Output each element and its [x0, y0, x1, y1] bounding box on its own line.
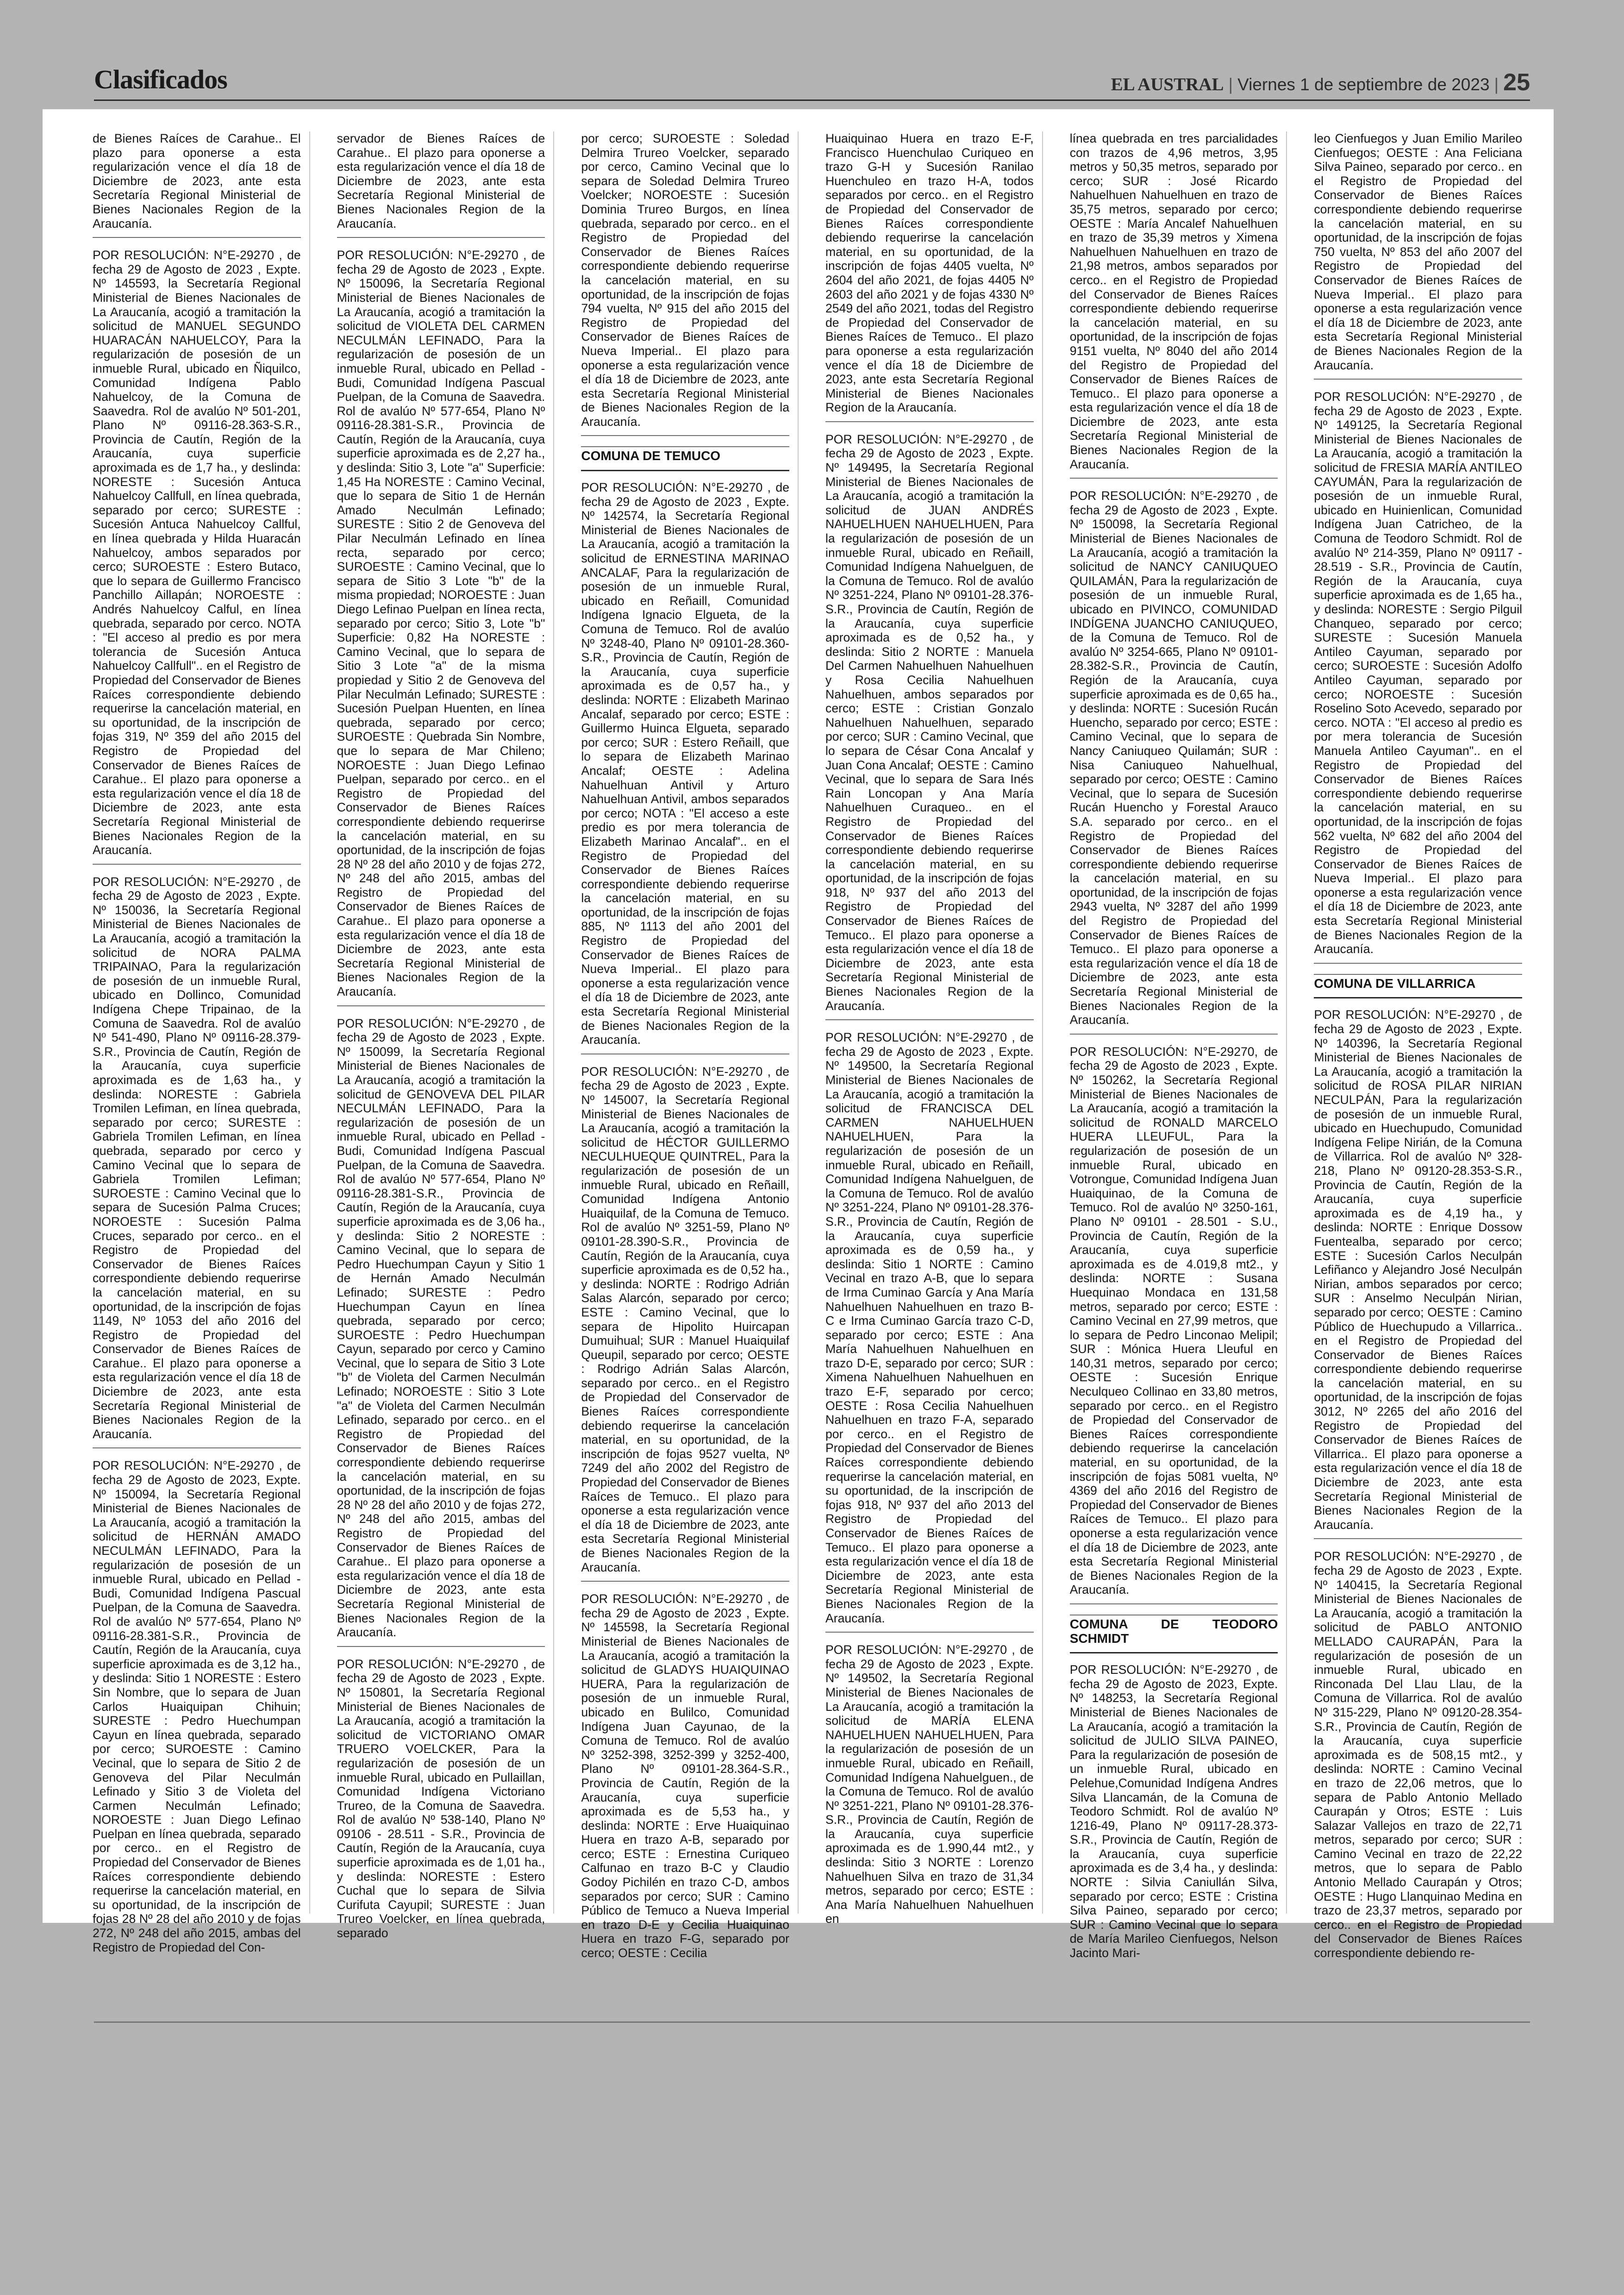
- legal-notice: POR RESOLUCIÓN: N°E-29270 , de fecha 29 de Agosto de 2023 , Expte. Nº 145598, la Secretaría Regional Ministerial de Bienes Nacionales de La Araucanía, acogió a tramitación la solicitud de GLADYS HUAIQUINAO HUERA, Para la regularización de posesión de un inmueble Rural, ubicado en Bulilco, Comunidad Indígena Juan Cayunao, de la Comuna de Temuco. Rol de avalúo Nº 3252-398, 3252-399 y 3252-400, Plano Nº 09101-28.364-S.R., Provincia de Cautín, Región de la Araucanía, cuya superficie aproximada es de 5,53 ha., y deslinda: NORTE : Erve Huaiquinao Huera en trazo A-B, separado por cerco; ESTE : Ernestina Curiqueo Calfunao en trazo B-C y Claudio Godoy Pichilén en trazo C-D, ambos separados por cerco; SUR : Camino Público de Temuco a Nueva Imperial en trazo D-E y Cecilia Huaiquinao Huera en trazo F-G, separado por cerco; OESTE : Cecilia: [581, 1592, 790, 1960]
- issue-date: Viernes 1 de septiembre de 2023: [1237, 75, 1490, 94]
- newspaper-name: EL AUSTRAL: [1111, 75, 1224, 94]
- header-rule: [94, 100, 1530, 101]
- legal-notice: línea quebrada en tres parcialidades con trazos de 4,96 metros, 3,95 metros y 50,35 metros, separado por cerco; SUR : José Ricardo Nahuelhuen Nahuelhuen en trazo de 35,75 metros, separado por cerco; OESTE : María Ancalef Nahuelhuen en trazo de 35,39 metros y Ximena Nahuelhuen Nahuelhuen en trazo de 21,98 metros, ambos separados por cerco.. en el Registro de Propiedad del Conservador de Bienes Raíces correspondiente debiendo requerirse la cancelación material, en su oportunidad, de la inscripción de fojas 9151 vuelta, Nº 8040 del año 2014 del Registro de Propiedad del Conservador de Bienes Raíces de Temuco.. El plazo para oponerse a esta regularización vence el día 18 de Diciembre de 2023, ante esta Secretaría Regional Ministerial de Bienes Nacionales Region de la Araucanía.: [1070, 131, 1278, 479]
- legal-notice: POR RESOLUCIÓN: N°E-29270 , de fecha 29 de Agosto de 2023 , Expte. Nº 149500, la Secretaría Regional Ministerial de Bienes Nacionales de La Araucanía, acogió a tramitación la solicitud de FRANCISCA DEL CARMEN NAHUELHUEN NAHUELHUEN, Para la regularización de posesión de un inmueble Rural, ubicado en Reñaill, Comunidad Indígena Nahuelguen, de la Comuna de Temuco. Rol de avalúo Nº 3251-224, Plano Nº 09101-28.376-S.R., Provincia de Cautín, Región de la Araucanía, cuya superficie aproximada es de 0,59 ha., y deslinda: Sitio 1 NORTE : Camino Vecinal en trazo A-B, que lo separa de Irma Cuminao García y Ana María Nahuelhuen Nahuelhuen en trazo B-C e Irma Cuminao García trazo C-D, separado por cerco; ESTE : Ana María Nahuelhuen Nahuelhuen en trazo D-E, separado por cerco; SUR : Ximena Nahuelhuen Nahuelhuen en trazo E-F, separado por cerco; OESTE : Rosa Cecilia Nahuelhuen Nahuelhuen en trazo F-A, separado por cerco.. en el Registro de Propiedad del Conservador de Bienes Raíces correspondiente debiendo requerirse la cancelación material, en su oportunidad, de la inscripción de fojas 918, Nº 937 del año 2013 del Registro de Propiedad del Conservador de Bienes Raíces de Temuco.. El plazo para oponerse a esta regularización vence el día 18 de Diciembre de 2023, ante esta Secretaría Regional Ministerial de Bienes Nacionales Region de la Araucanía.: [825, 1030, 1034, 1633]
- legal-notice: POR RESOLUCIÓN: N°E-29270 , de fecha 29 de Agosto de 2023 , Expte. Nº 150098, la Secretaría Regional Ministerial de Bienes Nacionales de La Araucanía, acogió a tramitación la solicitud de NANCY CANIUQUEO QUILAMÁN, Para la regularización de posesión de un inmueble Rural, ubicado en PIVINCO, COMUNIDAD INDÍGENA JUANCHO CANIUQUEO, de la Comuna de Temuco. Rol de avalúo Nº 3254-665, Plano Nº 09101-28.382-S.R., Provincia de Cautín, Región de la Araucanía, cuya superficie aproximada es de 0,65 ha., y deslinda: NORTE : Sucesión Rucán Huencho, separado por cerco; ESTE : Camino Vecinal, que lo separa de Nancy Caniuqueo Quilamán; SUR : Nisa Caniuqueo Nahuelhual, separado por cerco; OESTE : Camino Vecinal, que lo separa de Sucesión Rucán Huencho y Forestal Arauco S.A. separado por cerco.. en el Registro de Propiedad del Conservador de Bienes Raíces correspondiente debiendo requerirse la cancelación material, en su oportunidad, de la inscripción de fojas 2943 vuelta, Nº 3287 del año 1999 del Registro de Propiedad del Conservador de Bienes Raíces de Temuco.. El plazo para oponerse a esta regularización vence el día 18 de Diciembre de 2023, ante esta Secretaría Regional Ministerial de Bienes Nacionales Region de la Araucanía.: [1070, 489, 1278, 1035]
- legal-notice: POR RESOLUCIÓN: N°E-29270 , de fecha 29 de Agosto de 2023 , Expte. Nº 140396, la Secretaría Regional Ministerial de Bienes Nacionales de La Araucanía, acogió a tramitación la solicitud de ROSA PILAR NIRIAN NECULPÁN, Para la regularización de posesión de un inmueble Rural, ubicado en Huechupudo, Comunidad Indígena Felipe Nirián, de la Comuna de Villarrica. Rol de avalúo Nº 328-218, Plano Nº 09120-28.353-S.R., Provincia de Cautín, Región de la Araucanía, cuya superficie aproximada es de 4,19 ha., y deslinda: NORTE : Enrique Dossow Fuentealba, separado por cerco; ESTE : Sucesión Carlos Neculpán Lefiñanco y Alejandro José Neculpán Nirian, ambos separados por cerco; SUR : Anselmo Neculpán Nirian, separado por cerco; OESTE : Camino Público de Huechupudo a Villarrica.. en el Registro de Propiedad del Conservador de Bienes Raíces correspondiente debiendo requerirse la cancelación material, en su oportunidad, de la inscripción de fojas 3012, Nº 2265 del año 2016 del Registro de Propiedad del Conservador de Bienes Raíces de Villarrica.. El plazo para oponerse a esta regularización vence el día 18 de Diciembre de 2023, ante esta Secretaría Regional Ministerial de Bienes Nacionales Region de la Araucanía.: [1314, 1008, 1522, 1539]
- column: [581, 131, 799, 1960]
- section-title: Clasificados: [94, 64, 227, 94]
- column: [825, 131, 1043, 1926]
- legal-notice: POR RESOLUCIÓN: N°E-29270 , de fecha 29 de Agosto de 2023 , Expte. Nº 145007, la Secretaría Regional Ministerial de Bienes Nacionales de La Araucanía, acogió a tramitación la solicitud de HÉCTOR GUILLERMO NECULHUEQUE QUINTREL, Para la regularización de posesión de un inmueble Rural, ubicado en Reñaill, Comunidad Indígena Antonio Huaiquilaf, de la Comuna de Temuco. Rol de avalúo Nº 3251-59, Plano Nº 09101-28.390-S.R., Provincia de Cautín, Región de la Araucanía, cuya superficie aproximada es de 0,52 ha., y deslinda: NORTE : Rodrigo Adrián Salas Alarcón, separado por cerco; ESTE : Camino Vecinal, que lo separa de Hipolito Huircapan Dumuihual; SUR : Manuel Huaiquilaf Queupil, separado por cerco; OESTE : Rodrigo Adrián Salas Alarcón, separado por cerco.. en el Registro de Propiedad del Conservador de Bienes Raíces correspondiente debiendo requerirse la cancelación material, en su oportunidad, de la inscripción de fojas 9527 vuelta, Nº 7249 del año 2002 del Registro de Propiedad del Conservador de Bienes Raíces de Temuco.. El plazo para oponerse a esta regularización vence el día 18 de Diciembre de 2023, ante esta Secretaría Regional Ministerial de Bienes Nacionales Region de la Araucanía.: [581, 1065, 789, 1582]
- section-heading: COMUNA DE VILLARRICA: [1314, 974, 1522, 999]
- legal-notice: Huaiquinao Huera en trazo E-F, Francisco Huenchulao Curiqueo en trazo G-H y Sucesión Ranilao Huenchuleo en trazo H-A, todos separados por cerco.. en el Registro de Propiedad del Conservador de Bienes Raíces correspondiente debiendo requerirse la cancelación material, en su oportunidad, de la inscripción de fojas 4405 vuelta, Nº 2604 del año 2021, de fojas 4405 Nº 2603 del año 2021 y de fojas 4330 Nº 2549 del año 2021, todas del Registro de Propiedad del Conservador de Bienes Raíces de Temuco.. El plazo para oponerse a esta regularización vence el día 18 de Diciembre de 2023, ante esta Secretaría Regional Ministerial de Bienes Nacionales Region de la Araucanía.: [825, 131, 1034, 422]
- section-heading: COMUNA DE TEODORO SCHMIDT: [1070, 1615, 1278, 1653]
- legal-notice: POR RESOLUCIÓN: N°E-29270 , de fecha 29 de Agosto de 2023 , Expte. Nº 150801, la Secretaría Regional Ministerial de Bienes Nacionales de La Araucanía, acogió a tramitación la solicitud de VICTORIANO OMAR TRUERO VOELCKER, Para la regularización de posesión de un inmueble Rural, ubicado en Pullaillan, Comunidad Indígena Victoriano Trureo, de la Comuna de Saavedra. Rol de avalúo Nº 538-140, Plano Nº 09106 - 28.511 - S.R., Provincia de Cautín, Región de la Araucanía, cuya superficie aproximada es de 1,01 ha., y deslinda: NORESTE : Estero Cuchal que lo separa de Silvia Curifuta Cayupil; SURESTE : Juan Trureo Voelcker, en línea quebrada, separado: [337, 1657, 545, 1940]
- legal-notice: POR RESOLUCIÓN: N°E-29270 , de fecha 29 de Agosto de 2023, Expte. Nº 148253, la Secretaría Regional Ministerial de Bienes Nacionales de La Araucanía, acogió a tramitación la solicitud de JULIO SILVA PAINEO, Para la regularización de posesión de un inmueble Rural, ubicado en Pelehue,Comunidad Indígena Andres Silva Llancamán, de la Comuna de Teodoro Schmidt. Rol de avalúo Nº 1216-49, Plano Nº 09117-28.373-S.R., Provincia de Cautín, Región de la Araucanía, cuya superficie aproximada es de 3,4 ha., y deslinda: NORTE : Silvia Caniullán Silva, separado por cerco; ESTE : Cristina Silva Paineo, separado por cerco; SUR : Camino Vecinal que lo separa de María Marileo Cienfuegos, Nelson Jacinto Mari-: [1069, 1663, 1278, 1960]
- legal-notice: POR RESOLUCIÓN: N°E-29270 , de fecha 29 de Agosto de 2023 , Expte. Nº 145593, la Secretaría Regional Ministerial de Bienes Nacionales de La Araucanía, acogió a tramitación la solicitud de MANUEL SEGUNDO HUARACÁN NAHUELCOY, Para la regularización de posesión de un inmueble Rural, ubicado en Ñiquilco, Comunidad Indígena Pablo Nahuelcoy, de la Comuna de Saavedra. Rol de avalúo Nº 501-201, Plano Nº 09116-28.363-S.R., Provincia de Cautín, Región de la Araucanía, cuya superficie aproximada es de 1,7 ha., y deslinda: NORESTE : Sucesión Antuca Nahuelcoy Callfull, en línea quebrada, separado por cerco; SURESTE : Sucesión Antuca Nahuelcoy Callful, en línea quebrada y Hilda Huaracán Nahuelcoy, ambos separados por cerco; SUROESTE : Estero Butaco, que lo separa de Guillermo Francisco Panchillo Aillapán; NOROESTE : Andrés Nahuelcoy Calful, en línea quebrada, separado por cerco. NOTA : "El acceso al predio es por mera tolerancia de Sucesión Antuca Nahuelcoy Callfull".. en el Registro de Propiedad del Conservador de Bienes Raíces correspondiente debiendo requerirse la cancelación material, en su oportunidad, de la inscripción de fojas 319, Nº 359 del año 2015 del Registro de Propiedad del Conservador de Bienes Raíces de Carahue.. El plazo para oponerse a esta regularización vence el día 18 de Diciembre de 2023, ante esta Secretaría Regional Ministerial de Bienes Nacionales Region de la Araucanía.: [93, 248, 301, 865]
- legal-notice: POR RESOLUCIÓN: N°E-29270 , de fecha 29 de Agosto de 2023 , Expte. Nº 150036, la Secretaría Regional Ministerial de Bienes Nacionales de La Araucanía, acogió a tramitación la solicitud de NORA PALMA TRIPAINAO, Para la regularización de posesión de un inmueble Rural, ubicado en Dollinco, Comunidad Indígena Chepe Tripainao, de la Comuna de Saavedra. Rol de avalúo Nº 541-490, Plano Nº 09116-28.379-S.R., Provincia de Cautín, Región de la Araucanía, cuya superficie aproximada es de 1,63 ha., y deslinda: NORESTE : Gabriela Tromilen Lefiman, en línea quebrada, separado por cerco; SURESTE : Gabriela Tromilen Lefiman, en línea quebrada, separado por cerco y Camino Vecinal que lo separa de Gabriela Tromilen Lefiman; SUROESTE : Camino Vecinal que lo separa de Sucesión Palma Cruces; NOROESTE : Sucesión Palma Cruces, separado por cerco.. en el Registro de Propiedad del Conservador de Bienes Raíces correspondiente debiendo requerirse la cancelación material, en su oportunidad, de la inscripción de fojas 1149, Nº 1053 del año 2016 del Registro de Propiedad del Conservador de Bienes Raíces de Carahue.. El plazo para oponerse a esta regularización vence el día 18 de Diciembre de 2023, ante esta Secretaría Regional Ministerial de Bienes Nacionales Region de la Araucanía.: [93, 875, 301, 1449]
- section-heading: COMUNA DE TEMUCO: [581, 446, 789, 471]
- legal-notice: servador de Bienes Raíces de Carahue.. El plazo para oponerse a esta regularización vence el día 18 de Diciembre de 2023, ante esta Secretaría Regional Ministerial de Bienes Nacionales Region de la Araucanía.: [337, 131, 545, 238]
- legal-notice: de Bienes Raíces de Carahue.. El plazo para oponerse a esta regularización vence el día 18 de Diciembre de 2023, ante esta Secretaría Regional Ministerial de Bienes Nacionales Region de la Araucanía.: [93, 131, 301, 238]
- text-columns: [93, 131, 1530, 1960]
- legal-notice: por cerco; SUROESTE : Soledad Delmira Trureo Voelcker, separado por cerco, Camino Vecinal que lo separa de Soledad Delmira Trureo Voelcker; NOROESTE : Sucesión Dominia Trureo Burgos, en línea quebrada, separado por cerco.. en el Registro de Propiedad del Conservador de Bienes Raíces correspondiente debiendo requerirse la cancelación material, en su oportunidad, de la inscripción de fojas 794 vuelta, Nº 915 del año 2015 del Registro de Propiedad del Conservador de Bienes Raíces de Nueva Imperial.. El plazo para oponerse a esta regularización vence el día 18 de Diciembre de 2023, ante esta Secretaría Regional Ministerial de Bienes Nacionales Region de la Araucanía.: [581, 131, 789, 436]
- legal-notice: POR RESOLUCIÓN: N°E-29270 , de fecha 29 de Agosto de 2023 , Expte. Nº 149125, la Secretaría Regional Ministerial de Bienes Nacionales de La Araucanía, acogió a tramitación la solicitud de FRESIA MARÍA ANTILEO CAYUMÁN, Para la regularización de posesión de un inmueble Rural, ubicado en Huinienlican, Comunidad Indígena Juan Catricheo, de la Comuna de Teodoro Schmidt. Rol de avalúo Nº 214-359, Plano Nº 09117 - 28.519 - S.R., Provincia de Cautín, Región de la Araucanía, cuya superficie aproximada es de 1,65 ha., y deslinda: NORESTE : Sergio Pilguil Chanqueo, separado por cerco; SURESTE : Sucesión Manuela Antileo Cayuman, separado por cerco; SUROESTE : Sucesión Adolfo Antileo Cayuman, separado por cerco; NOROESTE : Sucesión Roselino Soto Acevedo, separado por cerco. NOTA : "El acceso al predio es por mera tolerancia de Sucesión Manuela Antileo Cayuman".. en el Registro de Propiedad del Conservador de Bienes Raíces correspondiente debiendo requerirse la cancelación material, en su oportunidad, de la inscripción de fojas 562 vuelta, Nº 682 del año 2004 del Registro de Propiedad del Conservador de Bienes Raíces de Nueva Imperial.. El plazo para oponerse a esta regularización vence el día 18 de Diciembre de 2023, ante esta Secretaría Regional Ministerial de Bienes Nacionales Region de la Araucanía.: [1314, 390, 1522, 964]
- legal-notice: POR RESOLUCIÓN: N°E-29270 , de fecha 29 de Agosto de 2023 , Expte. Nº 150096, la Secretaría Regional Ministerial de Bienes Nacionales de La Araucanía, acogió a tramitación la solicitud de VIOLETA DEL CARMEN NECULMÁN LEFINADO, Para la regularización de posesión de un inmueble Rural, ubicado en Pellad - Budi, Comunidad Indígena Pascual Puelpan, de la Comuna de Saavedra. Rol de avalúo Nº 577-654, Plano Nº 09116-28.381-S.R., Provincia de Cautín, Región de la Araucanía, cuya superficie aproximada es de 2,27 ha., y deslinda: Sitio 3, Lote "a" Superficie: 1,45 Ha NORESTE : Camino Vecinal, que lo separa de Sitio 1 de Hernán Amado Neculmán Lefinado; SURESTE : Sitio 2 de Genoveva del Pilar Neculmán Lefinado en línea recta, separado por cerco; SUROESTE : Camino Vecinal, que lo separa de Sitio 3 Lote "b" de la misma propiedad; NOROESTE : Juan Diego Lefinao Puelpan en línea recta, separado por cerco; Sitio 3, Lote "b" Superficie: 0,82 Ha NORESTE : Camino Vecinal, que lo separa de Sitio 3 Lote "a" de la misma propiedad y Sitio 2 de Genoveva del Pilar Neculmán Lefinado; SURESTE : Sucesión Puelpan Huenten, en línea quebrada, separado por cerco; SUROESTE : Quebrada Sin Nombre, que lo separa de Mar Chileno; NOROESTE : Juan Diego Lefinao Puelpan, separado por cerco.. en el Registro de Propiedad del Conservador de Bienes Raíces correspondiente debiendo requerirse la cancelación material, en su oportunidad, de la inscripción de fojas 28 Nº 28 del año 2010 y de fojas 272, Nº 248 del año 2015, ambas del Registro de Propiedad del Conservador de Bienes Raíces de Carahue.. El plazo para oponerse a esta regularización vence el día 18 de Diciembre de 2023, ante esta Secretaría Regional Ministerial de Bienes Nacionales Region de la Araucanía.: [337, 248, 545, 1006]
- page-number: 25: [1503, 69, 1530, 96]
- legal-notice: POR RESOLUCIÓN: N°E-29270 , de fecha 29 de Agosto de 2023, Expte. Nº 150094, la Secretaría Regional Ministerial de Bienes Nacionales de La Araucanía, acogió a tramitación la solicitud de HERNÁN AMADO NECULMÁN LEFINADO, Para la regularización de posesión de un inmueble Rural, ubicado en Pellad - Budi, Comunidad Indígena Pascual Puelpan, de la Comuna de Saavedra. Rol de avalúo Nº 577-654, Plano Nº 09116-28.381-S.R., Provincia de Cautín, Región de la Araucanía, cuya superficie aproximada es de 3,12 ha., y deslinda: Sitio 1 NORESTE : Estero Sin Nombre, que lo separa de Juan Carlos Huaiquipan Chihuin; SURESTE : Pedro Huechumpan Cayun en línea quebrada, separado por cerco; SUROESTE : Camino Vecinal, que lo separa de Sitio 2 de Genoveva del Pilar Neculmán Lefinado y Sitio 3 de Violeta del Carmen Neculmán Lefinado; NOROESTE : Juan Diego Lefinao Puelpan en línea quebrada, separado por cerco.. en el Registro de Propiedad del Conservador de Bienes Raíces correspondiente debiendo requerirse la cancelación material, en su oportunidad, de la inscripción de fojas 28 Nº 28 del año 2010 y de fojas 272, Nº 248 del año 2015, ambas del Registro de Propiedad del Con-: [93, 1459, 301, 1954]
- footer-rule: [94, 2021, 1530, 2023]
- column: [337, 131, 555, 1940]
- column: [1069, 131, 1287, 1960]
- legal-notice: POR RESOLUCIÓN: N°E-29270 , de fecha 29 de Agosto de 2023 , Expte. Nº 150099, la Secretaría Regional Ministerial de Bienes Nacionales de La Araucanía, acogió a tramitación la solicitud de GENOVEVA DEL PILAR NECULMÁN LEFINADO, Para la regularización de posesión de un inmueble Rural, ubicado en Pellad - Budi, Comunidad Indígena Pascual Puelpan, de la Comuna de Saavedra. Rol de avalúo Nº 577-654, Plano Nº 09116-28.381-S.R., Provincia de Cautín, Región de la Araucanía, cuya superficie aproximada es de 3,06 ha., y deslinda: Sitio 2 NORESTE : Camino Vecinal, que lo separa de Pedro Huechumpan Cayun y Sitio 1 de Hernán Amado Neculmán Lefinado; SURESTE : Pedro Huechumpan Cayun en línea quebrada, separado por cerco; SUROESTE : Pedro Huechumpan Cayun, separado por cerco y Camino Vecinal, que lo separa de Sitio 3 Lote "b" de Violeta del Carmen Neculmán Lefinado; NOROESTE : Sitio 3 Lote "a" de Violeta del Carmen Neculmán Lefinado, separado por cerco.. en el Registro de Propiedad del Conservador de Bienes Raíces correspondiente debiendo requerirse la cancelación material, en su oportunidad, de la inscripción de fojas 28 Nº 28 del año 2010 y de fojas 272, Nº 248 del año 2015, ambas del Registro de Propiedad del Conservador de Bienes Raíces de Carahue.. El plazo para oponerse a esta regularización vence el día 18 de Diciembre de 2023, ante esta Secretaría Regional Ministerial de Bienes Nacionales Region de la Araucanía.: [337, 1017, 545, 1647]
- legal-notice: POR RESOLUCIÓN: N°E-29270 , de fecha 29 de Agosto de 2023 , Expte. Nº 149495, la Secretaría Regional Ministerial de Bienes Nacionales de La Araucanía, acogió a tramitación la solicitud de JUAN ANDRÉS NAHUELHUEN NAHUELHUEN, Para la regularización de posesión de un inmueble Rural, ubicado en Reñaill, Comunidad Indígena Nahuelguen, de la Comuna de Temuco. Rol de avalúo Nº 3251-224, Plano Nº 09101-28.376-S.R., Provincia de Cautín, Región de la Araucanía, cuya superficie aproximada es de 0,52 ha., y deslinda: Sitio 2 NORTE : Manuela Del Carmen Nahuelhuen Nahuelhuen y Rosa Cecilia Nahuelhuen Nahuelhuen, ambos separados por cerco; ESTE : Cristian Gonzalo Nahuelhuen Nahuelhuen, separado por cerco; SUR : Camino Vecinal, que lo separa de César Cona Ancalaf y Juan Cona Ancalaf; OESTE : Camino Vecinal, que lo separa de Sara Inés Rain Loncopan y Ana María Nahuelhuen Curaqueo.. en el Registro de Propiedad del Conservador de Bienes Raíces correspondiente debiendo requerirse la cancelación material, en su oportunidad, de la inscripción de fojas 918, Nº 937 del año 2013 del Registro de Propiedad del Conservador de Bienes Raíces de Temuco.. El plazo para oponerse a esta regularización vence el día 18 de Diciembre de 2023, ante esta Secretaría Regional Ministerial de Bienes Nacionales Region de la Araucanía.: [825, 432, 1034, 1020]
- legal-notice: leo Cienfuegos y Juan Emilio Marileo Cienfuegos; OESTE : Ana Feliciana Silva Paineo, separado por cerco.. en el Registro de Propiedad del Conservador de Bienes Raíces correspondiente debiendo requerirse la cancelación material, en su oportunidad, de la inscripción de fojas 750 vuelta, Nº 853 del año 2007 del Registro de Propiedad del Conservador de Bienes Raíces de Nueva Imperial.. El plazo para oponerse a esta regularización vence el día 18 de Diciembre de 2023, ante esta Secretaría Regional Ministerial de Bienes Nacionales Region de la Araucanía.: [1314, 131, 1522, 380]
- separator-bar: |: [1228, 75, 1233, 94]
- column: [1314, 131, 1530, 1960]
- legal-notice: POR RESOLUCIÓN: N°E-29270 , de fecha 29 de Agosto de 2023 , Expte. Nº 140415, la Secretaría Regional Ministerial de Bienes Nacionales de La Araucanía, acogió a tramitación la solicitud de PABLO ANTONIO MELLADO CAURAPÁN, Para la regularización de posesión de un inmueble Rural, ubicado en Rinconada Del Llau Llau, de la Comuna de Villarrica. Rol de avalúo Nº 315-229, Plano Nº 09120-28.354-S.R., Provincia de Cautín, Región de la Araucanía, cuya superficie aproximada es de 508,15 mt2., y deslinda: NORTE : Camino Vecinal en trazo de 22,06 metros, que lo separa de Pablo Antonio Mellado Caurapán y Otros; ESTE : Luis Salazar Vallejos en trazo de 22,71 metros, separado por cerco; SUR : Camino Vecinal en trazo de 22,22 metros, que lo separa de Pablo Antonio Mellado Caurapán y Otros; OESTE : Hugo Llanquinao Medina en trazo de 23,37 metros, separado por cerco.. en el Registro de Propiedad del Conservador de Bienes Raíces correspondiente debiendo re-: [1314, 1549, 1523, 1960]
- legal-notice: POR RESOLUCIÓN: N°E-29270 , de fecha 29 de Agosto de 2023 , Expte. Nº 149502, la Secretaría Regional Ministerial de Bienes Nacionales de La Araucanía, acogió a tramitación la solicitud de MARÍA ELENA NAHUELHUEN NAHUELHUEN, Para la regularización de posesión de un inmueble Rural, ubicado en Reñaill, Comunidad Indígena Nahuelguen., de la Comuna de Temuco. Rol de avalúo Nº 3251-221, Plano Nº 09101-28.376-S.R., Provincia de Cautín, Región de la Araucanía, cuya superficie aproximada es de 1.990,44 mt2., y deslinda: Sitio 3 NORTE : Lorenzo Nahuelhuen Silva en trazo de 31,34 metros, separado por cerco; ESTE : Ana María Nahuelhuen Nahuelhuen en: [825, 1643, 1034, 1926]
- legal-notice: POR RESOLUCIÓN: N°E-29270 , de fecha 29 de Agosto de 2023 , Expte. Nº 142574, la Secretaría Regional Ministerial de Bienes Nacionales de La Araucanía, acogió a tramitación la solicitud de ERNESTINA MARINAO ANCALAF, Para la regularización de posesión de un inmueble Rural, ubicado en Reñaill, Comunidad Indígena Ignacio Elgueta, de la Comuna de Temuco. Rol de avalúo Nº 3248-40, Plano Nº 09101-28.360-S.R., Provincia de Cautín, Región de la Araucanía, cuya superficie aproximada es de 0,57 ha., y deslinda: NORTE : Elizabeth Marinao Ancalaf, separado por cerco; ESTE : Guillermo Huinca Elgueta, separado por cerco; SUR : Estero Reñaill, que lo separa de Elizabeth Marinao Ancalaf; OESTE : Adelina Nahuelhuan Antivil y Arturo Nahuelhuan Antivil, ambos separados por cerco; NOTA : "El acceso a este predio es por mera tolerancia de Elizabeth Marinao Ancalaf".. en el Registro de Propiedad del Conservador de Bienes Raíces correspondiente debiendo requerirse la cancelación material, en su oportunidad, de la inscripción de fojas 885, Nº 1113 del año 2001 del Registro de Propiedad del Conservador de Bienes Raíces de Nueva Imperial.. El plazo para oponerse a esta regularización vence el día 18 de Diciembre de 2023, ante esta Secretaría Regional Ministerial de Bienes Nacionales Region de la Araucanía.: [581, 480, 789, 1054]
- masthead-info: [1111, 69, 1530, 96]
- legal-notice: POR RESOLUCIÓN: N°E-29270, de fecha 29 de Agosto de 2023 , Expte. Nº 150262, la Secretaría Regional Ministerial de Bienes Nacionales de La Araucanía, acogió a tramitación la solicitud de RONALD MARCELO HUERA LLEUFUL, Para la regularización de posesión de un inmueble Rural, ubicado en Votrongue, Comunidad Indígena Juan Huaiquinao, de la Comuna de Temuco. Rol de avalúo Nº 3250-161, Plano Nº 09101 - 28.501 - S.U., Provincia de Cautín, Región de la Araucanía, cuya superficie aproximada es de 4.019,8 mt2., y deslinda: NORTE : Susana Huequinao Mondaca en 131,58 metros, separado por cerco; ESTE : Camino Vecinal en 27,99 metros, que lo separa de Pedro Linconao Melipil; SUR : Mónica Huera Lleuful en 140,31 metros, separado por cerco; OESTE : Sucesión Enrique Neculqueo Collinao en 33,80 metros, separado por cerco.. en el Registro de Propiedad del Conservador de Bienes Raíces correspondiente debiendo requerirse la cancelación material, en su oportunidad, de la inscripción de fojas 5081 vuelta, Nº 4369 del año 2016 del Registro de Propiedad del Conservador de Bienes Raíces de Temuco.. El plazo para oponerse a esta regularización vence el día 18 de Diciembre de 2023, ante esta Secretaría Regional Ministerial de Bienes Nacionales Region de la Araucanía.: [1070, 1045, 1278, 1604]
- column: [93, 131, 310, 1954]
- separator-bar: |: [1494, 75, 1499, 94]
- classifieds-page: [43, 109, 1554, 1960]
